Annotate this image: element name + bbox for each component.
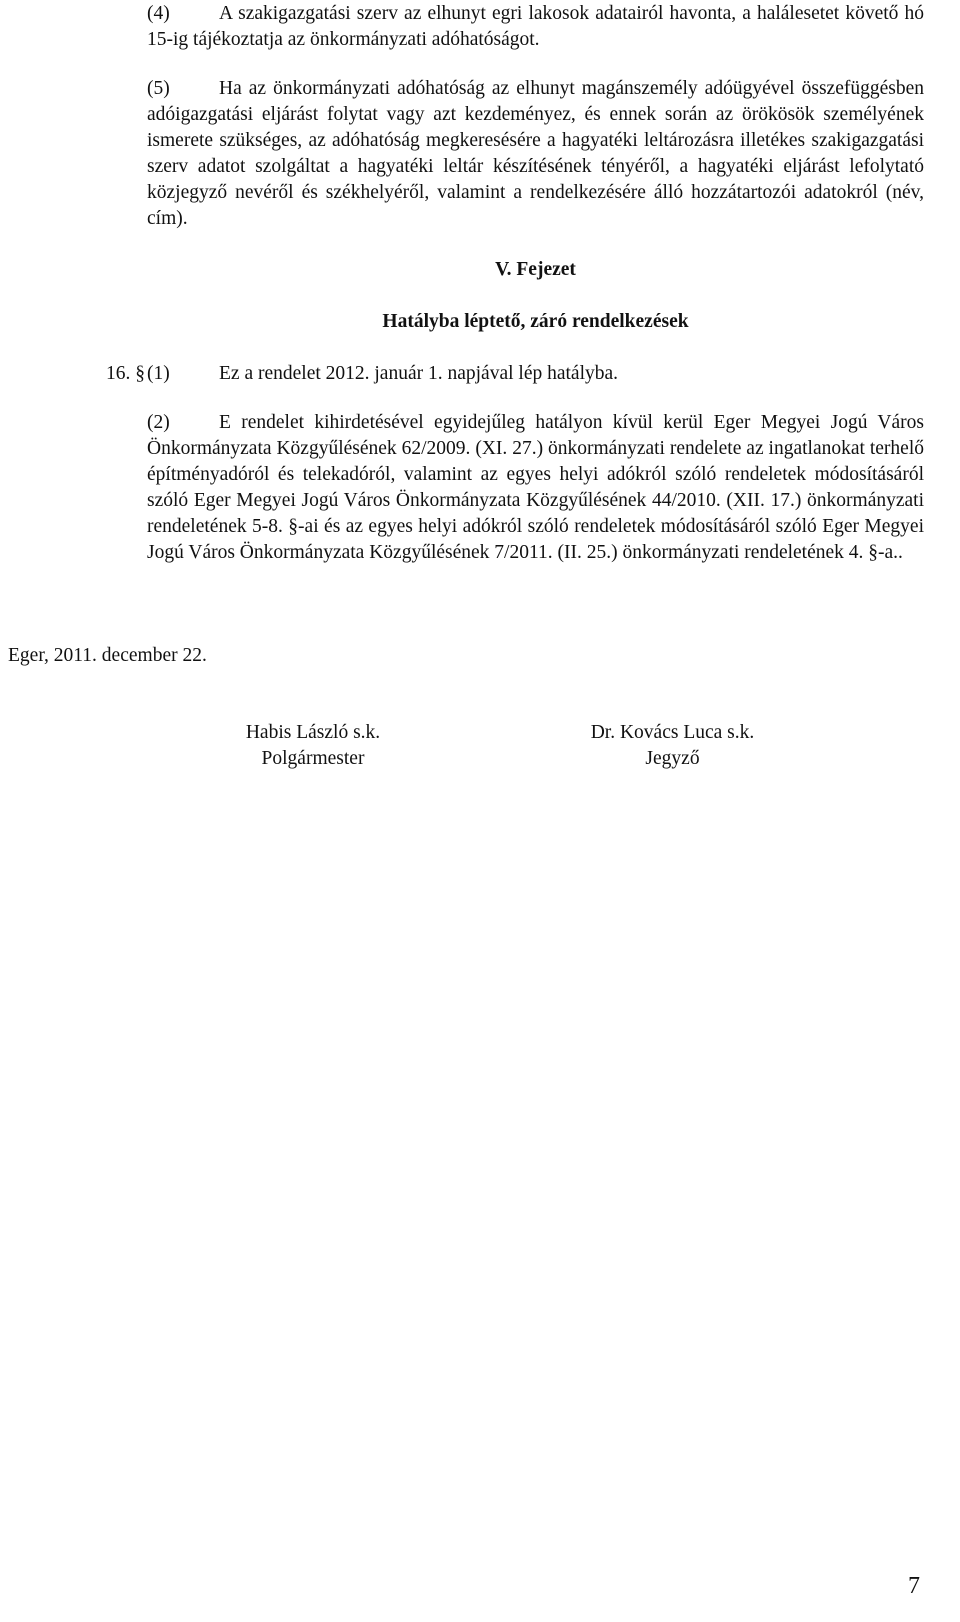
paragraph-text: Ha az önkormányzati adóhatóság az elhunyt magánszemély adóügyével összefüggésben adóigazgatási eljárást folytat vagy azt kezdeményez, és ennek során az örökösök személyének ismerete szükséges, az adóhatóság megkeresésére a hagyatéki leltározásra illetékes szakigazgatási szerv adatot szolgáltat a hagyatéki leltár készítésének tényéről, a hagyatéki eljárást lefolytató közjegyző nevéről és székhelyéről, valamint a rendelkezésére álló hozzátartozói adatokról (név, cím). <box>147 78 924 229</box>
signatory-name: Dr. Kovács Luca s.k. <box>590 722 755 743</box>
chapter-subtitle: Hatályba léptető, záró rendelkezések <box>382 311 689 332</box>
place-date: Eger, 2011. december 22. <box>8 645 207 666</box>
section-16-paragraph-2 <box>147 410 924 566</box>
paragraph-number: (2) <box>147 412 170 433</box>
chapter-title: V. Fejezet <box>495 259 576 280</box>
section-16-paragraph-1 <box>106 361 618 387</box>
paragraph-number: (1) <box>147 363 170 384</box>
paragraph-5 <box>147 76 924 232</box>
section-number: 16. § <box>106 363 145 384</box>
page-number: 7 <box>908 1573 920 1599</box>
signature-notary <box>570 720 775 772</box>
paragraph-number: (4) <box>147 3 170 24</box>
signatory-title: Polgármester <box>261 748 365 769</box>
signature-mayor <box>229 720 397 772</box>
signatory-title: Jegyző <box>645 748 700 769</box>
signatory-name: Habis László s.k. <box>245 722 381 743</box>
paragraph-text: E rendelet kihirdetésével egyidejűleg hatályon kívül kerül Eger Megyei Jogú Város Önkormányzata Közgyűlésének 62/2009. (XI. 27.) önkormányzati rendelete az ingatlanokat terhelő építményadóról és telekadóról, valamint az egyes helyi adókról szóló rendeletek módosításáról szóló Eger Megyei Jogú Város Önkormányzata Közgyűlésének 44/2010. (XII. 17.) önkormányzati rendeletének 5-8. §-ai és az egyes helyi adókról szóló rendeletek módosításáról szóló Eger Megyei Jogú Város Önkormányzata Közgyűlésének 7/2011. (II. 25.) önkormányzati rendeletének 4. §-a.. <box>147 412 924 563</box>
paragraph-number: (5) <box>147 78 170 99</box>
paragraph-4 <box>147 1 924 53</box>
paragraph-text: A szakigazgatási szerv az elhunyt egri lakosok adatairól havonta, a halálesetet követő hó 15-ig tájékoztatja az önkormányzati adóhatóságot. <box>147 3 924 50</box>
paragraph-text: Ez a rendelet 2012. január 1. napjával lép hatályba. <box>219 363 619 384</box>
